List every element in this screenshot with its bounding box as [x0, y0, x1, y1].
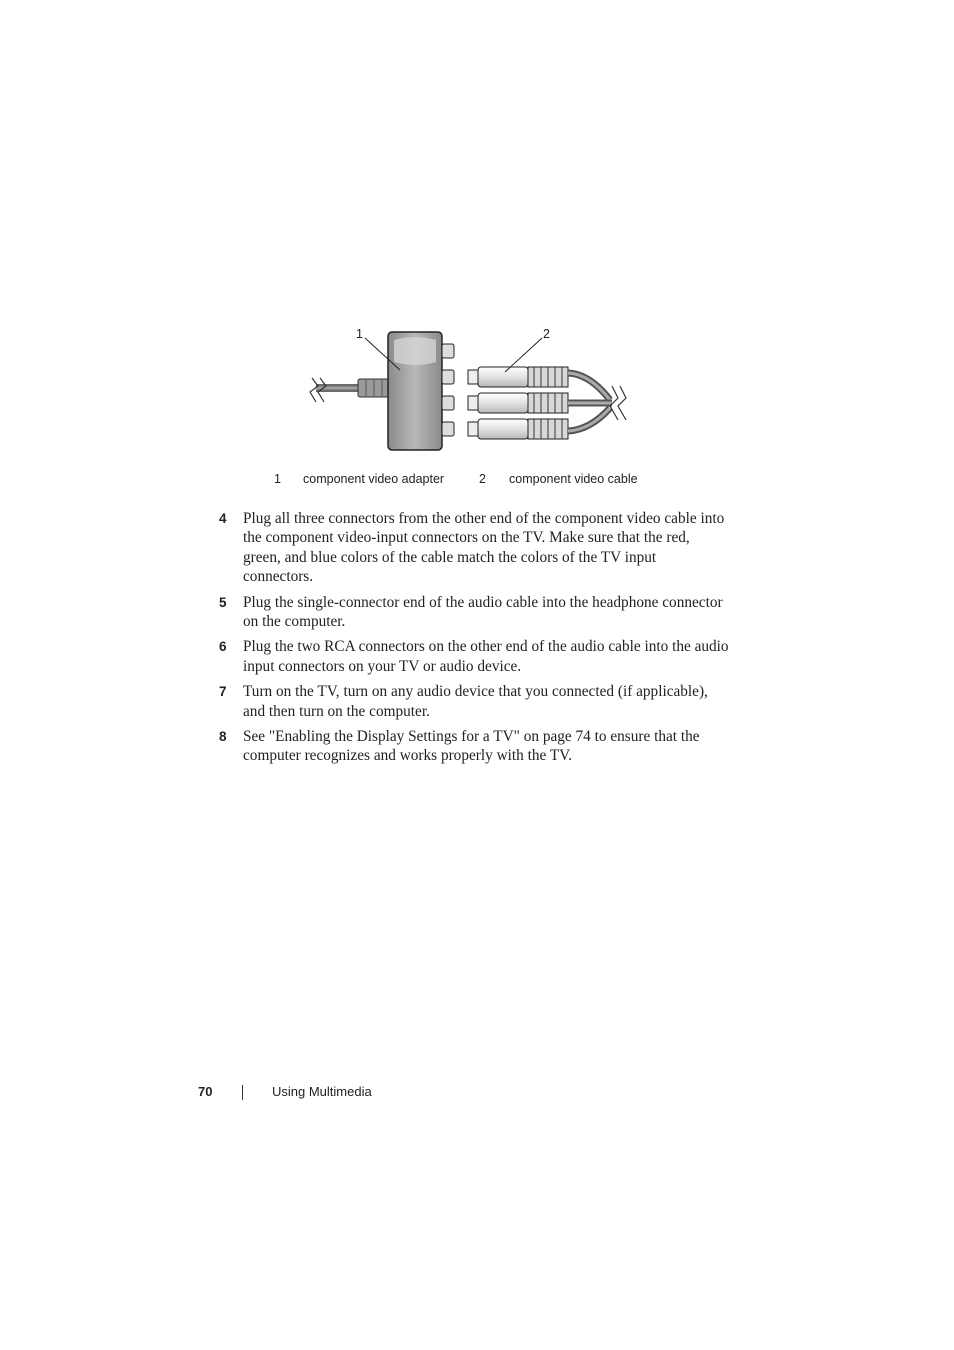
footer-divider — [242, 1085, 243, 1100]
rca-plug-2 — [468, 393, 612, 413]
callout-1: 1 — [356, 327, 363, 341]
step-number: 4 — [219, 511, 227, 526]
step-item — [219, 593, 729, 632]
adapter-and-cable-drawing — [300, 322, 630, 457]
instruction-steps — [219, 509, 729, 772]
page-number: 70 — [198, 1084, 213, 1099]
legend-num-1: 1 — [274, 472, 281, 486]
component-video-illustration — [300, 322, 630, 457]
legend-label-1: component video adapter — [303, 472, 445, 486]
section-title: Using Multimedia — [272, 1084, 372, 1099]
legend-num-2: 2 — [479, 472, 486, 486]
step-item — [219, 637, 729, 676]
legend-label-2: component video cable — [509, 472, 638, 486]
step-number: 6 — [219, 639, 227, 655]
step-number: 7 — [219, 684, 227, 700]
step-item — [219, 682, 729, 721]
step-item — [219, 727, 729, 766]
step-number: 5 — [219, 594, 227, 610]
step-text: Turn on the TV, turn on any audio device that you connected (if applicable), and then turn on the computer. — [243, 683, 708, 720]
step-text: Plug all three connectors from the other end of the component video cable into the component video-input connectors on the TV. Make sure that the red, green, and blue colors of the cable match the colors of the TV input connectors. — [243, 510, 725, 586]
step-text: Plug the two RCA connectors on the other end of the audio cable into the audio input connectors on your TV or audio device. — [243, 638, 729, 675]
step-text: Plug the single-connector end of the audio cable into the headphone connector on the computer. — [243, 593, 723, 631]
step-number: 8 — [219, 729, 227, 745]
callout-2: 2 — [543, 327, 550, 341]
step-item — [219, 509, 729, 587]
step-text: See "Enabling the Display Settings for a TV" on page 74 to ensure that the computer recognizes and works properly with the TV. — [243, 728, 700, 765]
